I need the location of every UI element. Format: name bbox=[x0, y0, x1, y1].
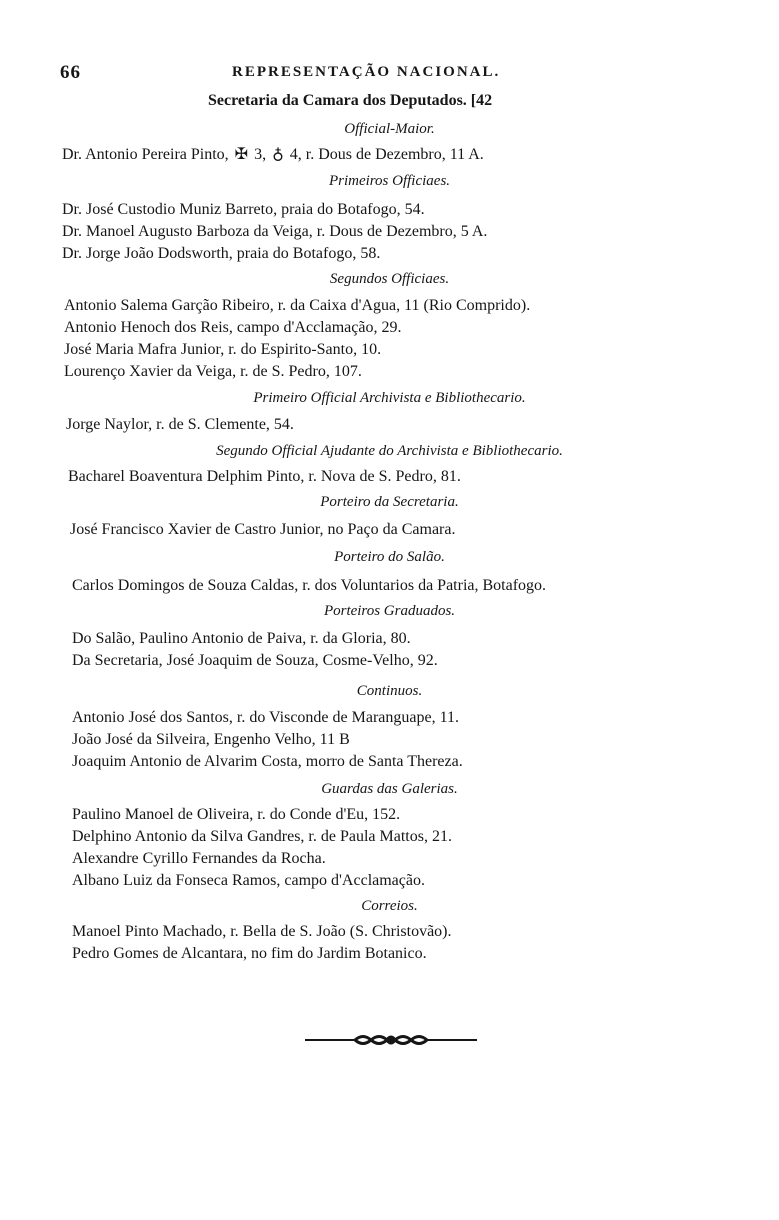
section-heading: Segundo Official Ajudante do Archivista e Bibliothecario. bbox=[216, 443, 563, 459]
section-heading: Official-Maior. bbox=[344, 121, 435, 137]
order-medal-icon: ♁ bbox=[272, 146, 284, 163]
section-heading: Primeiro Official Archivista e Bibliothecario. bbox=[253, 390, 526, 406]
entry-line: José Francisco Xavier de Castro Junior, no Paço da Camara. bbox=[70, 521, 456, 538]
section-heading: Continuos. bbox=[356, 683, 423, 699]
section-heading: Porteiro da Secretaria. bbox=[320, 494, 459, 510]
entry-line: Jorge Naylor, r. de S. Clemente, 54. bbox=[66, 416, 294, 433]
entry-line: Delphino Antonio da Silva Gandres, r. de Paula Mattos, 21. bbox=[72, 828, 452, 845]
entry-line: Albano Luiz da Fonseca Ramos, campo d'Acclamação. bbox=[72, 872, 425, 889]
section-heading: Primeiros Officiaes. bbox=[328, 173, 451, 189]
entry-line: Paulino Manoel de Oliveira, r. do Conde d'Eu, 152. bbox=[72, 806, 401, 823]
running-title: REPRESENTAÇÃO NACIONAL. bbox=[232, 64, 501, 80]
entry-line: Alexandre Cyrillo Fernandes da Rocha. bbox=[72, 850, 326, 867]
entry-line: Lourenço Xavier da Veiga, r. de S. Pedro, 107. bbox=[64, 363, 362, 380]
entry-line: Manoel Pinto Machado, r. Bella de S. João (S. Christovão). bbox=[72, 923, 452, 940]
entry-line: Do Salão, Paulino Antonio de Paiva, r. da Gloria, 80. bbox=[72, 630, 411, 647]
section-heading: Correios. bbox=[361, 898, 418, 914]
section-heading: Porteiro do Salão. bbox=[334, 549, 445, 565]
entry-line: João José da Silveira, Engenho Velho, 11 B bbox=[72, 731, 350, 748]
entry-text: 3, bbox=[254, 146, 267, 163]
order-cross-icon: ✠ bbox=[234, 146, 249, 163]
section-heading: Porteiros Graduados. bbox=[323, 603, 456, 619]
entry-line: Dr. José Custodio Muniz Barreto, praia do Botafogo, 54. bbox=[62, 201, 425, 218]
entry-line: Joaquim Antonio de Alvarim Costa, morro de Santa Thereza. bbox=[72, 753, 463, 770]
section-heading: Guardas das Galerias. bbox=[321, 781, 458, 797]
entry-line: Dr. Manoel Augusto Barboza da Veiga, r. Dous de Dezembro, 5 A. bbox=[62, 223, 488, 240]
section-heading: Segundos Officiaes. bbox=[329, 271, 450, 287]
page-subtitle: Secretaria da Camara dos Deputados. [42 bbox=[208, 92, 493, 109]
entry-line: José Maria Mafra Junior, r. do Espirito-Santo, 10. bbox=[64, 341, 382, 358]
entry-line: Antonio Henoch dos Reis, campo d'Acclamação, 29. bbox=[64, 319, 402, 336]
entry-line: Carlos Domingos de Souza Caldas, r. dos Voluntarios da Patria, Botafogo. bbox=[72, 577, 547, 594]
entry-text: Dr. Antonio Pereira Pinto, bbox=[62, 146, 229, 163]
entry-text: 4, r. Dous de Dezembro, 11 A. bbox=[289, 146, 484, 163]
tailpiece-ornament-icon bbox=[305, 1030, 477, 1050]
entry-line: Antonio Salema Garção Ribeiro, r. da Caixa d'Agua, 11 (Rio Comprido). bbox=[64, 297, 531, 314]
page-number: 66 bbox=[60, 62, 81, 83]
entry-line: Dr. Jorge João Dodsworth, praia do Botafogo, 58. bbox=[62, 245, 381, 262]
entry-line: Pedro Gomes de Alcantara, no fim do Jardim Botanico. bbox=[72, 945, 427, 962]
entry-line: Bacharel Boaventura Delphim Pinto, r. Nova de S. Pedro, 81. bbox=[68, 468, 461, 485]
entry-line: Antonio José dos Santos, r. do Visconde de Maranguape, 11. bbox=[72, 709, 459, 726]
entry-line: Da Secretaria, José Joaquim de Souza, Cosme-Velho, 92. bbox=[72, 652, 438, 669]
entry-line bbox=[62, 144, 484, 164]
